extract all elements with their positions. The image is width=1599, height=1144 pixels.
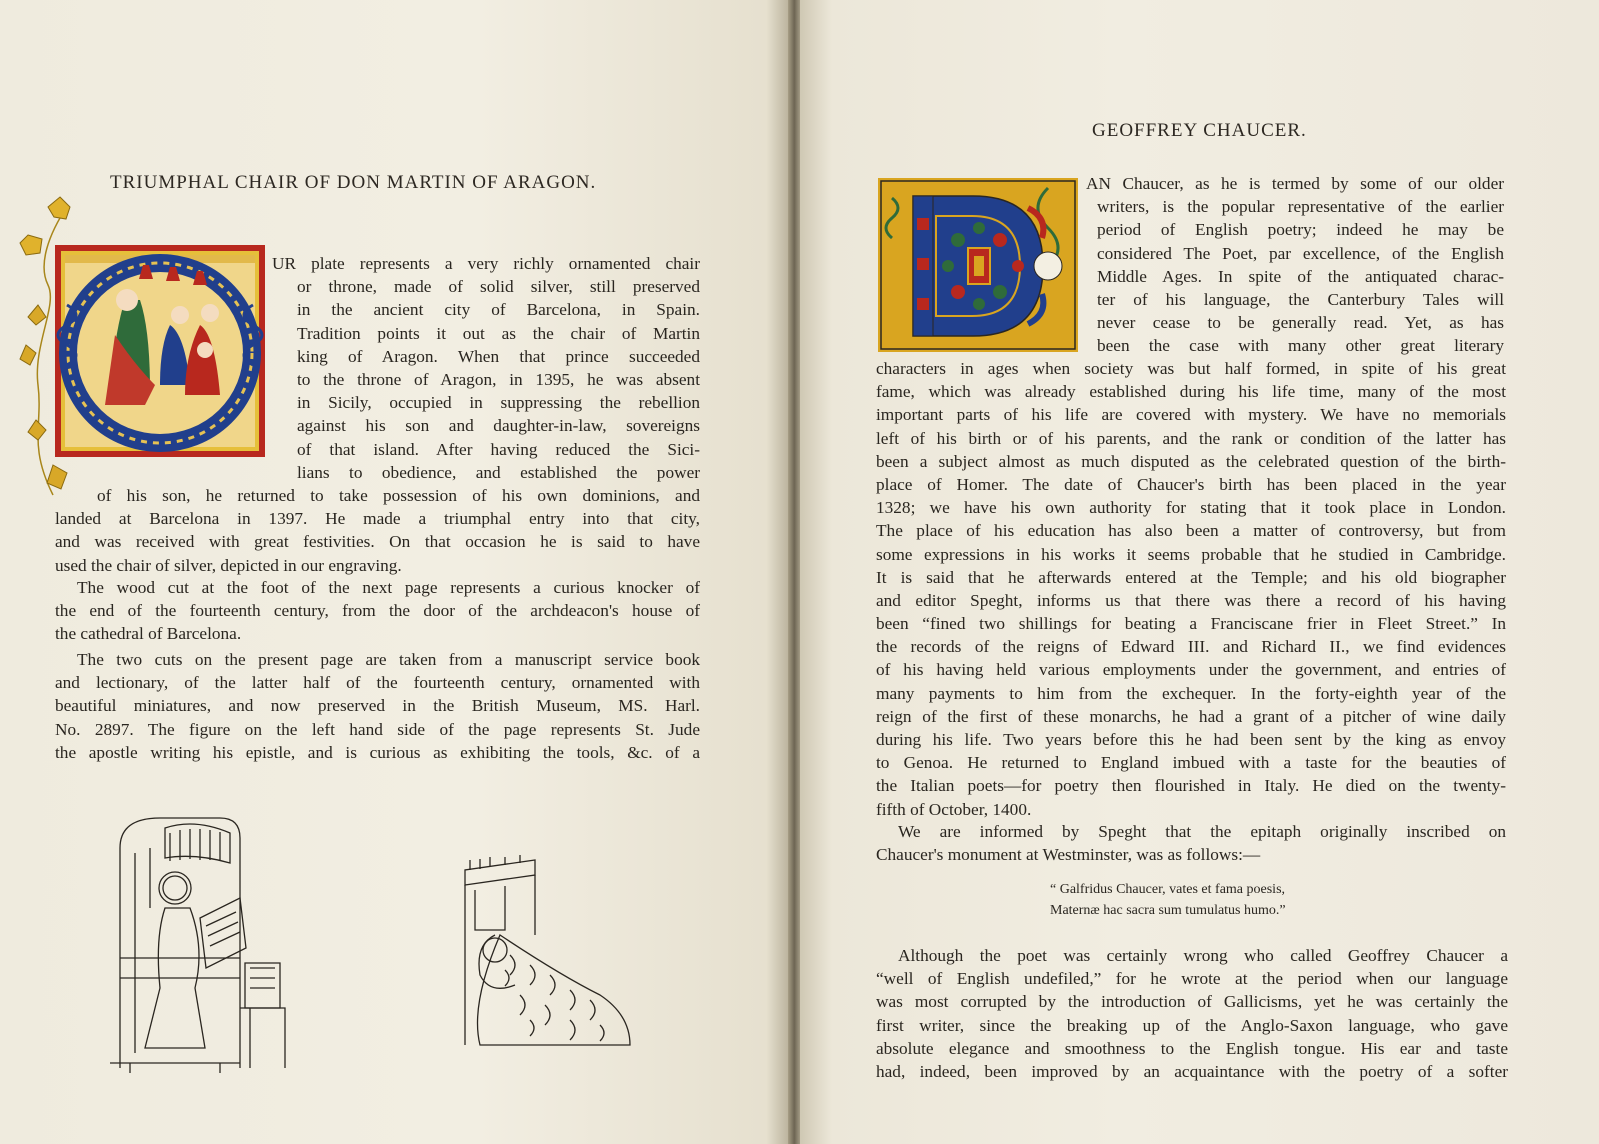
left-para2	[55, 576, 700, 646]
illuminated-initial-d-icon	[878, 178, 1078, 352]
text-line: Chaucer's monument at Westminster, was as follows:—	[876, 845, 1261, 865]
text-line: had, indeed, been improved by an acquaintance with the poetry of a softer	[876, 1061, 1508, 1081]
text-line: never cease to be generally read. Yet, as has	[1097, 313, 1504, 333]
text-line: The two cuts on the present page are taken from a manuscript service book	[77, 650, 700, 669]
text-line: used the chair of silver, depicted in our engraving.	[55, 555, 402, 575]
left-page	[0, 0, 790, 1144]
text-line: many payments to him from the exchequer. In the forty-eighth year of the	[876, 683, 1506, 703]
text-line: against his son and daughter-in-law, sovereigns	[297, 416, 700, 436]
text-line: important parts of his life are covered with mystery. We have no memorials	[876, 405, 1506, 425]
text-line: left of his birth or of his parents, and the rank or condition of the latter has	[876, 428, 1506, 448]
text-line: Although the poet was certainly wrong who called Geoffrey Chaucer a	[898, 946, 1508, 965]
right-page-heading: GEOFFREY CHAUCER.	[1092, 120, 1307, 141]
text-line: or throne, made of solid silver, still preserved	[297, 277, 700, 297]
right-para1-full	[876, 357, 1506, 821]
text-line: first writer, since the breaking up of the Anglo-Saxon language, who gave	[876, 1015, 1508, 1035]
text-line: to the throne of Aragon, in 1395, he was absent	[297, 369, 700, 389]
text-line: writers, is the popular representative of the earlier	[1097, 197, 1504, 217]
text-line: been the case with many other great literary	[1097, 336, 1504, 356]
text-line: and was received with great festivities. On that occasion he is said to have	[55, 532, 700, 552]
right-page	[800, 0, 1599, 1144]
text-line: ter of his language, the Canterbury Tales will	[1097, 289, 1504, 309]
text-line: reign of the first of these monarchs, he had a grant of a pitcher of wine daily	[876, 706, 1506, 726]
text-line: fame, which was already established during his life time, many of the most	[876, 382, 1506, 402]
text-line: some expressions in his works it seems probable that he studied in Cambridge.	[876, 544, 1506, 564]
text-line: in Sicily, occupied in suppressing the rebellion	[297, 393, 700, 413]
text-line: the records of the reigns of Edward III. and Richard II., we find evidences	[876, 637, 1506, 657]
left-para1-wrapped	[272, 252, 700, 484]
text-line: considered The Poet, par excellence, of the English	[1097, 243, 1504, 263]
illuminated-initial-o-icon	[55, 245, 265, 457]
text-line: The place of his education has also been a matter of controversy, but from	[876, 521, 1506, 541]
text-line: the apostle writing his epistle, and is curious as exhibiting the tools, &c. of a	[55, 742, 700, 762]
reclining-figure-woodcut-icon	[460, 855, 638, 1051]
text-line: king of Aragon. When that prince succeeded	[297, 346, 700, 366]
text-line: the cathedral of Barcelona.	[55, 624, 242, 644]
text-line: was most corrupted by the introduction of Gallicisms, yet he was certainly the	[876, 992, 1508, 1012]
text-line: Middle Ages. In spite of the antiquated charac-	[1097, 266, 1504, 286]
text-line: The wood cut at the foot of the next page represents a curious knocker of	[77, 578, 700, 597]
left-para3	[55, 648, 700, 764]
text-line: No. 2897. The figure on the left hand side of the page represents St. Jude	[55, 719, 700, 739]
right-para2	[876, 820, 1506, 866]
text-line: during his life. Two years before this he had been sent by the king as envoy	[876, 730, 1506, 749]
left-page-heading: TRIUMPHAL CHAIR OF DON MARTIN OF ARAGON.	[110, 172, 597, 193]
text-line: UR plate represents a very richly ornamented chair	[272, 254, 700, 273]
text-line: absolute elegance and smoothness to the English tongue. His ear and taste	[876, 1038, 1508, 1058]
text-line: AN Chaucer, as he is termed by some of our older	[1086, 174, 1504, 193]
text-line: fifth of October, 1400.	[876, 799, 1032, 819]
text-line: characters in ages when society was but half formed, in spite of his great	[876, 359, 1506, 378]
text-line: to Genoa. He returned to England imbued with a taste for the beauties of	[876, 753, 1506, 773]
st-jude-woodcut-icon	[110, 808, 292, 1078]
text-line: in the ancient city of Barcelona, in Spain.	[297, 300, 700, 320]
text-line: period of English poetry; indeed he may be	[1097, 220, 1504, 240]
text-line: and editor Speght, informs us that there was there a record of his having	[876, 590, 1506, 610]
text-line: 1328; we have his own authority for stating that it took place in London.	[876, 498, 1506, 518]
text-line: “well of English undefiled,” for he wrote at the period when our language	[876, 969, 1508, 989]
text-line: place of Homer. The date of Chaucer's birth has been placed in the year	[876, 474, 1506, 494]
right-para3	[876, 944, 1508, 1083]
left-para1-full	[55, 484, 700, 577]
text-line: of his having held various employments under the government, and entries of	[876, 660, 1506, 680]
text-line: been a subject almost as much disputed as the celebrated question of the birth-	[876, 451, 1506, 471]
text-line: of that island. After having reduced the Sici-	[297, 439, 700, 459]
text-line: Tradition points it out as the chair of Martin	[297, 323, 700, 343]
text-line: beautiful miniatures, and now preserved in the British Museum, MS. Harl.	[55, 696, 700, 716]
right-para1-wrapped	[1086, 172, 1504, 358]
text-line: been “fined two shillings for beating a Franciscane frier in Fleet Street.” In	[876, 614, 1506, 634]
text-line: and lectionary, of the latter half of the fourteenth century, ornamented with	[55, 673, 700, 693]
text-line: It is said that he afterwards entered at the Temple; and his old biographer	[876, 567, 1506, 587]
epitaph-line-1: “ Galfridus Chaucer, vates et fama poesis,	[1050, 882, 1286, 897]
text-line: the Italian poets—for poetry then flourished in Italy. He died on the twenty-	[876, 776, 1506, 796]
text-line: lians to obedience, and established the power	[297, 462, 700, 482]
text-line: landed at Barcelona in 1397. He made a triumphal entry into that city,	[55, 509, 700, 529]
text-line: the end of the fourteenth century, from the door of the archdeacon's house of	[55, 601, 700, 621]
epitaph-line-2: Maternæ hac sacra sum tumulatus humo.”	[1050, 903, 1286, 918]
text-line: of his son, he returned to take possession of his own dominions, and	[97, 486, 700, 505]
text-line: We are informed by Speght that the epitaph originally inscribed on	[898, 822, 1506, 841]
